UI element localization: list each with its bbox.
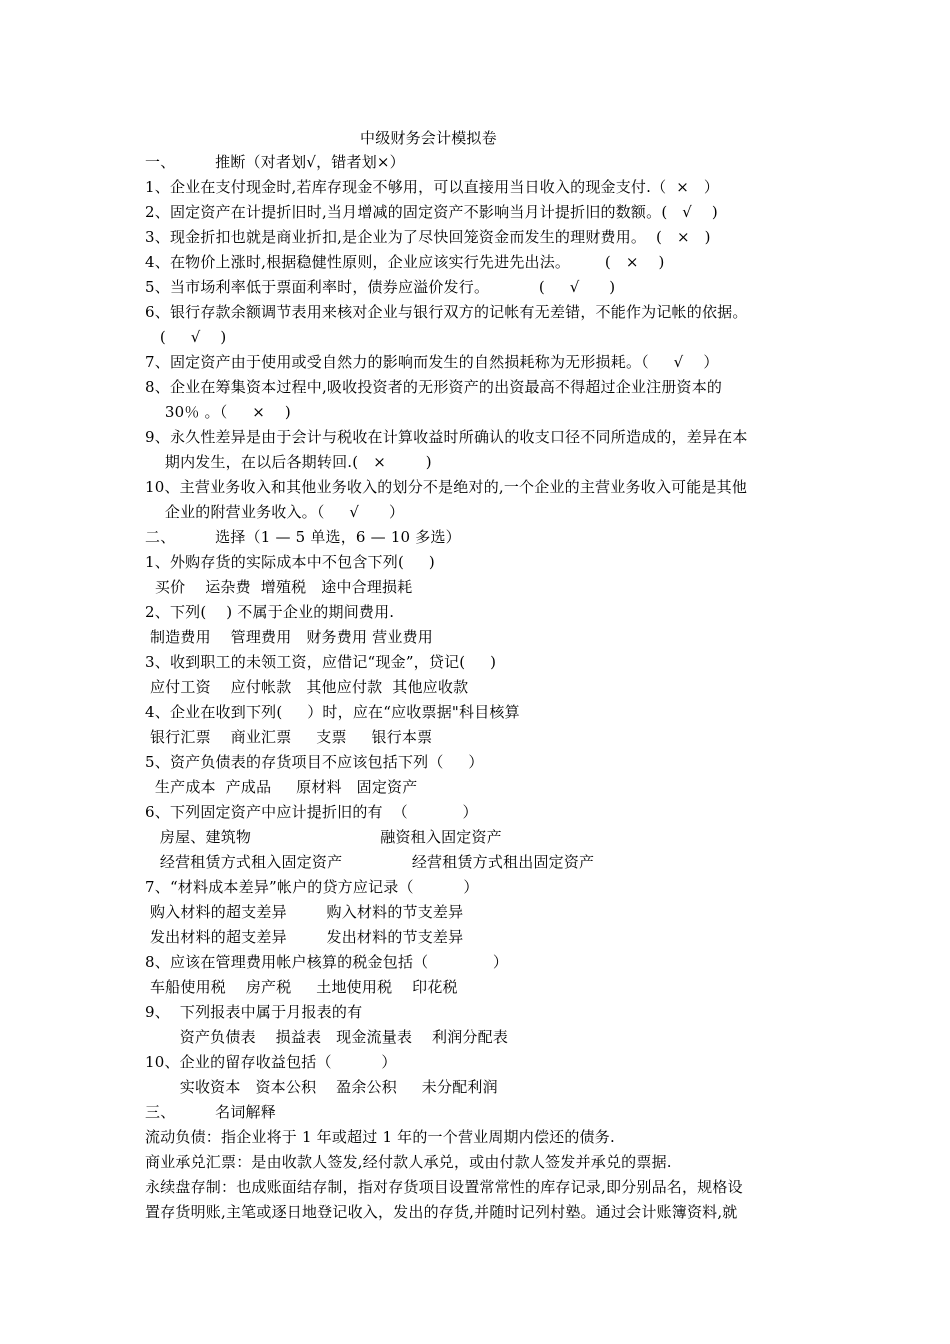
choice-question: 8、应该在管理费用帐户核算的税金包括（ ） [145,953,509,971]
choice-question: 5、资产负债表的存货项目不应该包括下列（ ） [145,753,484,771]
definition-line: 流动负债：指企业将于 1 年或超过 1 年的一个营业周期内偿还的债务. [145,1128,615,1146]
choice-options: 购入材料的超支差异 购入材料的节支差异 [145,903,464,921]
choice-question: 3、收到职工的未领工资，应借记“现金”，贷记( ) [145,653,497,671]
section-heading-choice: 二、 选择（1 — 5 单选，6 — 10 多选） [145,528,461,546]
choice-question: 6、下列固定资产中应计提折旧的有 （ ） [145,803,478,821]
choice-options: 制造费用 管理费用 财务费用 营业费用 [145,628,433,646]
section-heading-judgment: 一、 推断（对者划√，错者划×） [145,153,405,171]
choice-options: 买价 运杂费 增殖税 途中合理损耗 [145,578,413,596]
judgment-item: 4、在物价上涨时,根据稳健性原则，企业应该实行先进先出法。 ( × ) [145,253,665,271]
choice-options: 车船使用税 房产税 土地使用税 印花税 [145,978,458,996]
choice-options: 发出材料的超支差异 发出材料的节支差异 [145,928,464,946]
choice-question: 4、企业在收到下列( ）时，应在“应收票据"科目核算 [145,703,520,721]
judgment-item: 9、永久性差异是由于会计与税收在计算收益时所确认的收支口径不同所造成的，差异在本 [145,428,748,446]
judgment-item: 7、固定资产由于使用或受自然力的影响而发生的自然损耗称为无形损耗。（ √ ） [145,353,719,371]
choice-options: 实收资本 资本公积 盈余公积 未分配利润 [145,1078,498,1096]
document-title: 中级财务会计模拟卷 [360,129,497,147]
choice-options: 房屋、建筑物 融资租入固定资产 [145,828,502,846]
choice-question: 7、“材料成本差异”帐户的贷方应记录（ ） [145,878,479,896]
choice-question: 10、企业的留存收益包括（ ） [145,1053,397,1071]
judgment-item: 1、企业在支付现金时,若库存现金不够用，可以直接用当日收入的现金支付.（ × ） [145,178,720,196]
judgment-item-continued: 期内发生，在以后各期转回.( × ) [145,453,432,471]
choice-options: 经营租赁方式租入固定资产 经营租赁方式租出固定资产 [145,853,595,871]
judgment-item: 10、主营业务收入和其他业务收入的划分不是绝对的,一个企业的主营业务收入可能是其他 [145,478,748,496]
judgment-item: 5、当市场利率低于票面利率时，债券应溢价发行。 ( √ ) [145,278,616,296]
judgment-item: 2、固定资产在计提折旧时,当月增减的固定资产不影响当月计提折旧的数额。( √ ) [145,203,718,221]
choice-options: 应付工资 应付帐款 其他应付款 其他应收款 [145,678,469,696]
choice-options: 银行汇票 商业汇票 支票 银行本票 [145,728,433,746]
judgment-item: 6、银行存款余额调节表用来核对企业与银行双方的记帐有无差错，不能作为记帐的依据。 [145,303,748,321]
choice-question: 1、外购存货的实际成本中不包含下列( ) [145,553,435,571]
choice-question: 9、 下列报表中属于月报表的有 [145,1003,363,1021]
definition-line: 商业承兑汇票：是由收款人签发,经付款人承兑，或由付款人签发并承兑的票据. [145,1153,672,1171]
judgment-item: 3、现金折扣也就是商业折扣,是企业为了尽快回笼资金而发生的理财费用。 ( × ) [145,228,711,246]
judgment-item-continued: ( √ ) [145,328,227,346]
definition-line: 置存货明账,主笔或逐日地登记收入，发出的存货,并随时记列村塾。通过会计账簿资料,就 [145,1203,738,1221]
section-heading-definitions: 三、 名词解释 [145,1103,276,1121]
choice-options: 资产负债表 损益表 现金流量表 利润分配表 [145,1028,509,1046]
choice-question: 2、下列( ) 不属于企业的期间费用. [145,603,395,621]
judgment-item: 8、企业在筹集资本过程中,吸收投资者的无形资产的出资最高不得超过企业注册资本的 [145,378,723,396]
judgment-item-continued: 30％ 。（ × ) [145,403,291,421]
judgment-item-continued: 企业的附营业务收入。（ √ ） [145,503,405,521]
choice-options: 生产成本 产成品 原材料 固定资产 [145,778,418,796]
definition-line: 永续盘存制：也成账面结存制，指对存货项目设置常常性的库存记录,即分别品名，规格设 [145,1178,743,1196]
